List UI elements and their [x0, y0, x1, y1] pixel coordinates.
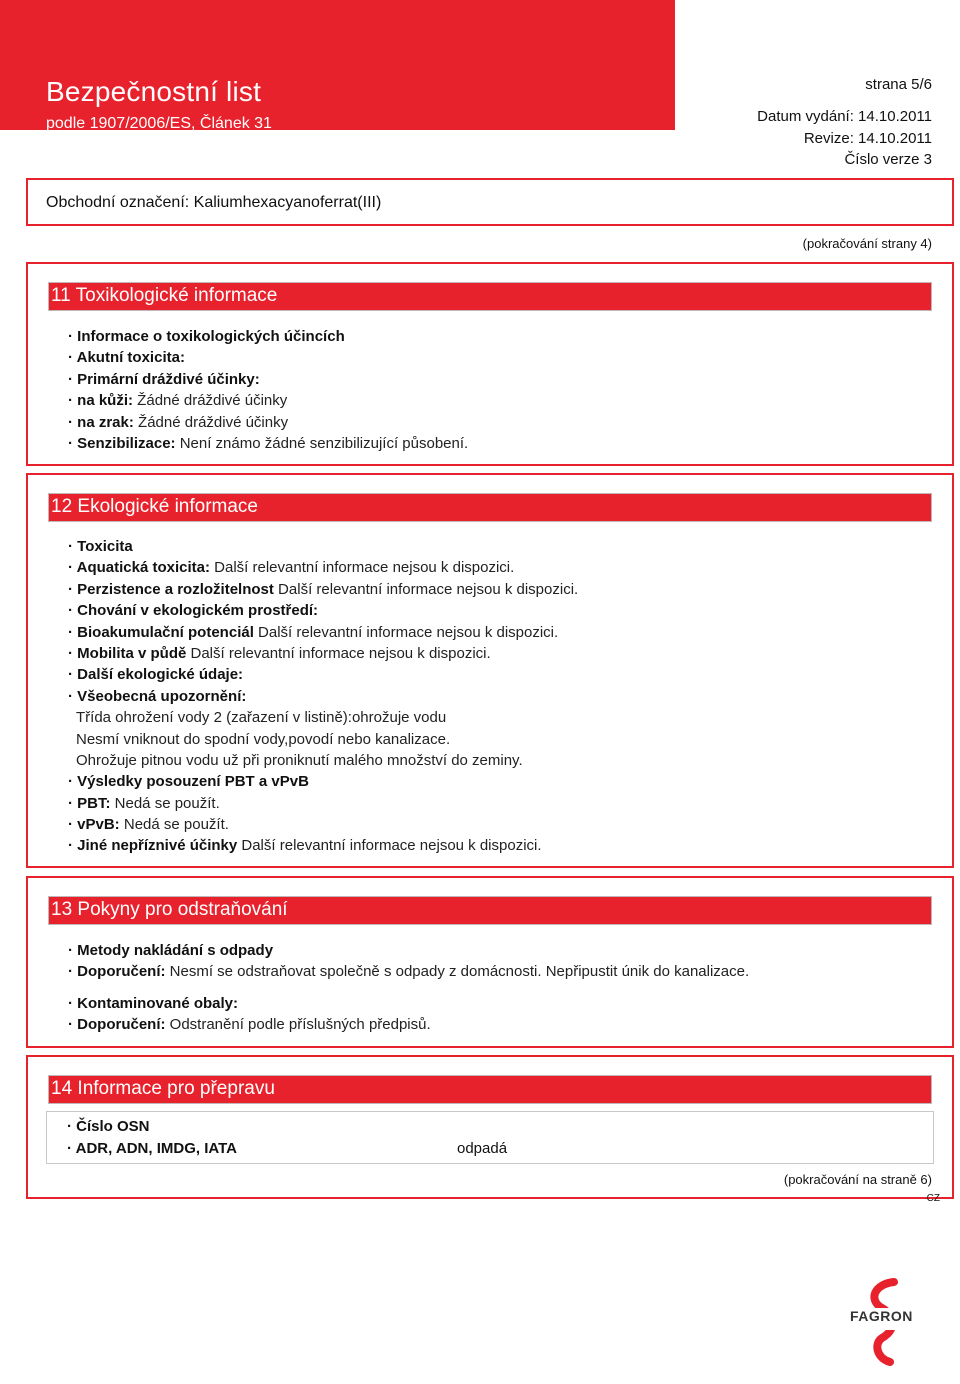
language-code: CZ [926, 1193, 940, 1204]
info-line: · Mobilita v půdě Další relevantní informace nejsou k dispozici. [68, 644, 491, 662]
info-line: · Aquatická toxicita: Další relevantní informace nejsou k dispozici. [68, 559, 515, 577]
info-line: · Další ekologické údaje: [68, 666, 244, 684]
info-line: · Doporučení: Nesmí se odstraňovat společně s odpady z domácnosti. Nepřipustit únik do kanalizace. [68, 963, 750, 981]
info-line: · Primární dráždivé účinky: [68, 370, 260, 388]
info-line: · Doporučení: Odstranění podle příslušných předpisů. [68, 1016, 431, 1034]
version-number: Číslo verze 3 [844, 151, 932, 168]
section-12-header [48, 493, 932, 522]
info-line: · Perzistence a rozložitelnost Další relevantní informace nejsou k dispozici. [68, 580, 579, 598]
continued-from-note: (pokračování strany 4) [802, 236, 932, 251]
section-13-box [26, 876, 954, 1048]
page-number: strana 5/6 [865, 76, 932, 93]
info-line: Třída ohrožení vody 2 (zařazení v listině):ohrožuje vodu [76, 709, 447, 727]
info-line: · Jiné nepříznivé účinky Další relevantní informace nejsou k dispozici. [68, 837, 542, 855]
info-line: · Senzibilizace: Není známo žádné senzibilizující působení. [68, 434, 469, 452]
continued-to-note: (pokračování na straně 6) [783, 1172, 932, 1187]
info-line: Nesmí vniknout do spodní vody,povodí nebo kanalizace. [76, 730, 451, 748]
transport-table [46, 1111, 934, 1164]
un-number-label: · Číslo OSN [67, 1118, 150, 1135]
section-12-title: 12 Ekologické informace [51, 496, 258, 517]
info-line: · Akutní toxicita: [68, 349, 185, 367]
info-line: · Všeobecná upozornění: [68, 687, 247, 705]
info-line: · PBT: Nedá se použít. [68, 794, 220, 812]
info-line: · Kontaminované obaly: [68, 994, 239, 1012]
info-line: · Výsledky posouzení PBT a vPvB [68, 773, 309, 791]
info-line: · Bioakumulační potenciál Další relevantní informace nejsou k dispozici. [68, 623, 559, 641]
section-13-content [68, 940, 928, 1036]
info-line: · Informace o toxikologických účincích [68, 328, 345, 345]
header-banner [0, 0, 675, 130]
revision-date: Revize: 14.10.2011 [803, 130, 932, 147]
document-subtitle: podle 1907/2006/ES, Článek 31 [46, 115, 272, 132]
trade-name: Obchodní označení: Kaliumhexacyanoferrat(III) [46, 194, 382, 211]
info-line: · Chování v ekologickém prostředí: [68, 602, 319, 620]
transport-regimes-label: · ADR, ADN, IMDG, IATA [67, 1140, 237, 1157]
trade-name-box [26, 178, 954, 226]
fagron-logo [838, 1278, 938, 1368]
info-line: · na zrak: Žádné dráždivé účinky [68, 413, 289, 431]
section-13-header [48, 896, 932, 925]
section-13-title: 13 Pokyny pro odstraňování [51, 899, 288, 920]
section-12-box [26, 473, 954, 868]
section-14-header [48, 1075, 932, 1104]
section-11-box [26, 262, 954, 466]
info-line: · vPvB: Nedá se použít. [68, 816, 229, 834]
section-11-header [48, 282, 932, 311]
fagron-logo-text: FAGRON [850, 1308, 913, 1324]
info-line: · Toxicita [68, 538, 133, 555]
info-line: · Metody nakládání s odpady [68, 942, 274, 959]
document-title: Bezpečnostní list [46, 76, 262, 107]
section-11-content [68, 326, 928, 454]
section-14-title: 14 Informace pro přepravu [51, 1078, 275, 1099]
info-line: Ohrožuje pitnou vodu už při proniknutí malého množství do zeminy. [76, 751, 523, 769]
section-12-content [68, 536, 928, 857]
section-11-title: 11 Toxikologické informace [51, 285, 278, 306]
transport-regimes-value: odpadá [457, 1140, 508, 1157]
info-line: · na kůži: Žádné dráždivé účinky [68, 392, 288, 410]
issue-date: Datum vydání: 14.10.2011 [757, 108, 932, 125]
